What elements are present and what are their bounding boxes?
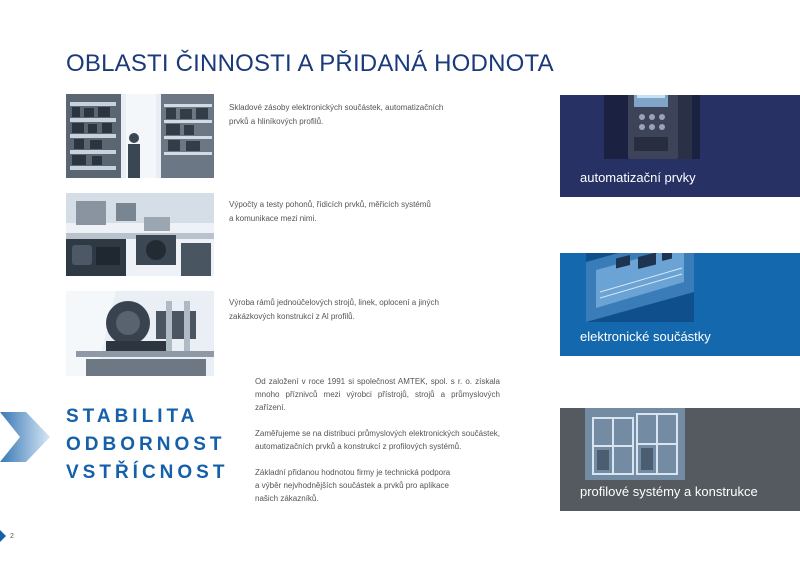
circuit-board-image: [586, 253, 694, 322]
paragraph-support: Základní přidanou hodnotou firmy je technická podpora a výběr nejvhodnějších součástek a prvků pro aplikace našich zákazníků.: [255, 468, 451, 503]
page-number: 2: [10, 533, 14, 540]
paragraph-focus: Zaměřujeme se na distribuci průmyslových elektronických součástek, automatizačních prvků a konstrukcí z profilových systémů.: [255, 429, 500, 451]
test-lab-photo: [66, 193, 214, 276]
drive-unit-image: [604, 95, 700, 159]
tile-electronics: [560, 253, 800, 356]
production-photo: [66, 291, 214, 376]
tile-label-automation: automatizační prvky: [580, 170, 696, 185]
caption-tests: Výpočty a testy pohonů, řídicích prvků, měřicích systémů a komunikace mezi nimi.: [229, 200, 431, 223]
tile-automation: [560, 95, 800, 197]
page-marker-icon: [0, 530, 6, 542]
value-odbornost: ODBORNOST: [66, 434, 226, 455]
value-vstricnost: VSTŘÍCNOST: [66, 462, 229, 483]
paragraph-history: Od založení v roce 1991 si společnost AMTEK, spol. s r. o. získala mnoho příznivců mezi výrobci přístrojů, strojů a průmyslových zařízení.: [255, 377, 500, 412]
company-description: [255, 375, 500, 518]
warehouse-photo: [66, 94, 214, 178]
caption-warehouse: Skladové zásoby elektronických součástek, automatizačních prvků a hliníkových profilů.: [229, 103, 444, 126]
profile-frame-image: [585, 408, 685, 480]
chevron-arrow-icon: [0, 412, 50, 462]
tile-profile-systems: [560, 408, 800, 511]
tile-label-electronics: elektronické součástky: [580, 329, 711, 344]
tile-label-profile-systems: profilové systémy a konstrukce: [580, 484, 758, 499]
value-stabilita: STABILITA: [66, 406, 199, 427]
page-title: OBLASTI ČINNOSTI A PŘIDANÁ HODNOTA: [66, 50, 554, 77]
company-values: [66, 403, 228, 487]
caption-production: Výroba rámů jednoúčelových strojů, linek, oplocení a jiných zakázkových konstrukcí z Al profilů.: [229, 298, 439, 321]
